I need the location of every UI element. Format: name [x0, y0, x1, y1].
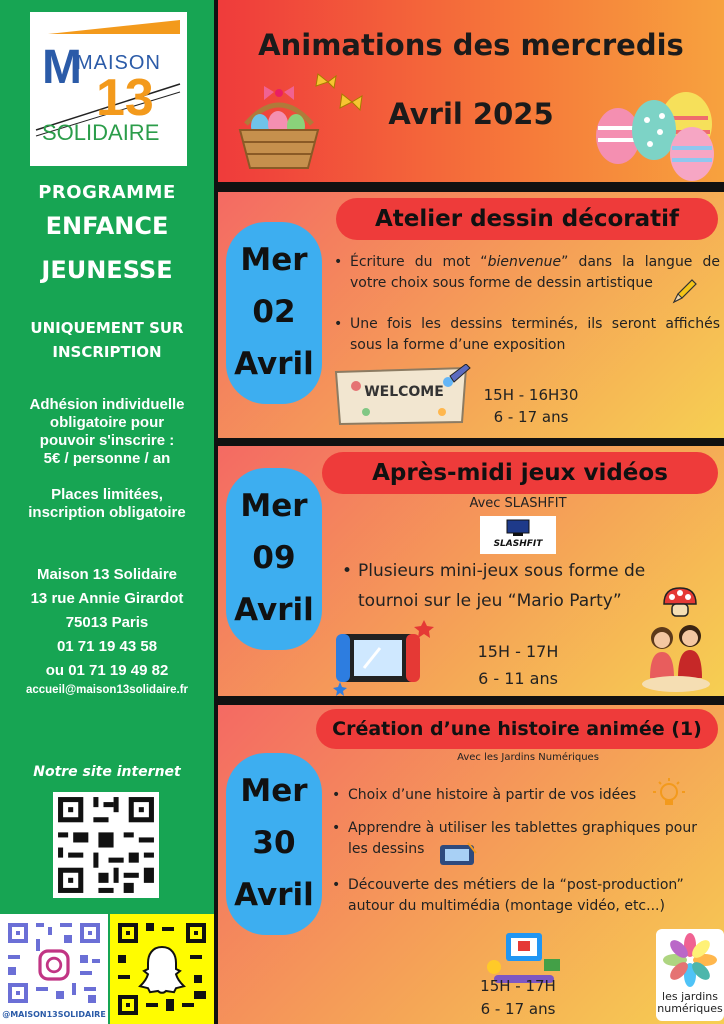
event-1-time: 15H - 16H30	[483, 386, 579, 404]
event-2-info	[458, 638, 578, 692]
adhesion-line4: 5€ / personne / an	[43, 450, 171, 467]
pencil-icon	[670, 276, 700, 306]
event-2-bullet-1: • Plusieurs mini-jeux sous forme de tournoi sur le jeu “Mario Party”	[358, 556, 658, 616]
mushroom-icon	[662, 586, 698, 620]
event-3-title: Création d’une histoire animée (1)	[316, 709, 718, 749]
instagram-qr-pattern-icon	[4, 918, 104, 1008]
logo-line2: SOLIDAIRE	[42, 120, 160, 145]
event-1-day: Mer	[240, 242, 308, 278]
page-subtitle: Avril 2025	[388, 97, 554, 131]
event-card-3	[218, 705, 724, 1024]
instagram-handle[interactable]: @MAISON13SOLIDAIRE	[2, 1010, 106, 1019]
snapchat-qr-pattern-icon	[114, 919, 210, 1019]
butterflies-icon	[314, 72, 370, 122]
adhesion-line2: obligatoire pour	[49, 414, 165, 431]
inscription-line2: INSCRIPTION	[52, 343, 162, 361]
event-3-info	[458, 975, 578, 1021]
event-3-month: Avril	[234, 877, 314, 913]
event-2-age: 6 - 11 ans	[478, 669, 558, 688]
event-1-bullet-1-em: bienvenue	[487, 254, 562, 270]
logo-number: 13	[96, 69, 154, 127]
welcome-banner	[330, 364, 472, 428]
phone-2[interactable]: ou 01 71 19 49 82	[45, 662, 169, 679]
places-notice	[0, 486, 214, 522]
instagram-qr-code[interactable]	[0, 914, 108, 1024]
enfance-label: ENFANCE	[45, 212, 169, 240]
event-3-partner: Avec les Jardins Numériques	[457, 752, 599, 763]
address-block	[0, 563, 214, 683]
snapchat-qr-code[interactable]	[110, 914, 214, 1024]
event-2-title: Après-midi jeux vidéos	[322, 452, 718, 494]
jardins-logo-text	[656, 991, 724, 1015]
event-card-2	[218, 446, 724, 696]
programme-label: PROGRAMME	[38, 182, 176, 203]
event-2-month: Avril	[234, 592, 314, 628]
event-1-bullet-2: • Une fois les dessins terminés, ils seront affichés sous la forme d’une exposition	[350, 314, 720, 356]
address-street: 13 rue Annie Girardot	[30, 590, 184, 607]
jardins-flower-icon	[663, 933, 717, 987]
maison13-logo	[30, 12, 187, 166]
game-console-icon	[328, 616, 438, 696]
easter-basket-icon	[234, 86, 324, 176]
lightbulb-icon	[652, 777, 686, 811]
slashfit-monitor-icon	[503, 518, 533, 538]
places-line1: Places limitées,	[51, 486, 163, 503]
event-1-bullet-1-a: Écriture du mot “	[350, 254, 488, 270]
jardins-numeriques-logo	[656, 929, 724, 1021]
inscription-line1: UNIQUEMENT SUR	[30, 319, 184, 337]
event-1-info	[466, 384, 596, 428]
sidebar	[0, 0, 214, 1024]
slashfit-logo	[480, 516, 556, 554]
event-1-month: Avril	[234, 346, 314, 382]
adhesion-line1: Adhésion individuelle	[29, 396, 185, 413]
event-2-date-badge	[226, 468, 322, 650]
phone-1[interactable]: 01 71 19 43 58	[56, 638, 158, 655]
event-3-bullet-1: • Choix d’une histoire à partir de vos idées	[348, 785, 648, 806]
website-qr-code[interactable]	[53, 792, 159, 898]
event-2-day: Mer	[240, 488, 308, 524]
inscription-notice	[0, 316, 214, 364]
logo-m-letter: M	[42, 41, 82, 94]
address-name: Maison 13 Solidaire	[36, 566, 178, 583]
jardins-logo-line1: les jardins	[662, 990, 718, 1003]
header-panel	[218, 0, 724, 182]
children-playing-icon	[636, 618, 716, 696]
event-1-bullet-1-b: ” dans la langue de votre choix sous forme de dessin artistique	[350, 254, 721, 291]
jardins-logo-line2: numériques	[657, 1002, 723, 1015]
adhesion-notice	[0, 396, 214, 468]
slashfit-logo-text: SLASHFIT	[493, 539, 543, 549]
event-card-1	[218, 192, 724, 438]
qr-pattern-icon	[53, 792, 159, 898]
event-3-bullet-2: • Apprendre à utiliser les tablettes graphiques pour les dessins	[348, 818, 718, 860]
event-2-partner: Avec SLASHFIT	[469, 496, 567, 511]
email-link[interactable]: accueil@maison13solidaire.fr	[25, 684, 189, 696]
page-title: Animations des mercredis	[258, 28, 684, 62]
event-3-date-badge	[226, 753, 322, 935]
logo-line1: MAISON	[76, 52, 161, 74]
event-3-date: 30	[252, 825, 296, 861]
event-1-date-badge	[226, 222, 322, 404]
event-1-title: Atelier dessin décoratif	[336, 198, 718, 240]
event-2-time: 15H - 17H	[477, 642, 559, 661]
event-3-time: 15H - 17H	[480, 977, 556, 995]
site-label: Notre site internet	[33, 764, 181, 780]
event-1-age: 6 - 17 ans	[493, 408, 569, 426]
easter-eggs-icon	[592, 88, 722, 182]
event-3-day: Mer	[240, 773, 308, 809]
graphic-tablet-icon	[438, 841, 478, 867]
welcome-banner-text: WELCOME	[364, 384, 444, 400]
event-1-date: 02	[252, 294, 296, 330]
adhesion-line3: pouvoir s'inscrire :	[39, 432, 175, 449]
places-line2: inscription obligatoire	[28, 504, 186, 521]
main-column	[214, 0, 724, 1024]
address-city: 75013 Paris	[65, 614, 149, 631]
event-3-bullet-3: • Découverte des métiers de la “post-production” autour du multimédia (montage vidéo, etc...)	[348, 875, 718, 917]
event-1-bullet-1	[350, 252, 720, 294]
event-2-date: 09	[252, 540, 296, 576]
event-3-age: 6 - 17 ans	[480, 1000, 556, 1018]
jeunesse-label: JEUNESSE	[41, 256, 173, 284]
